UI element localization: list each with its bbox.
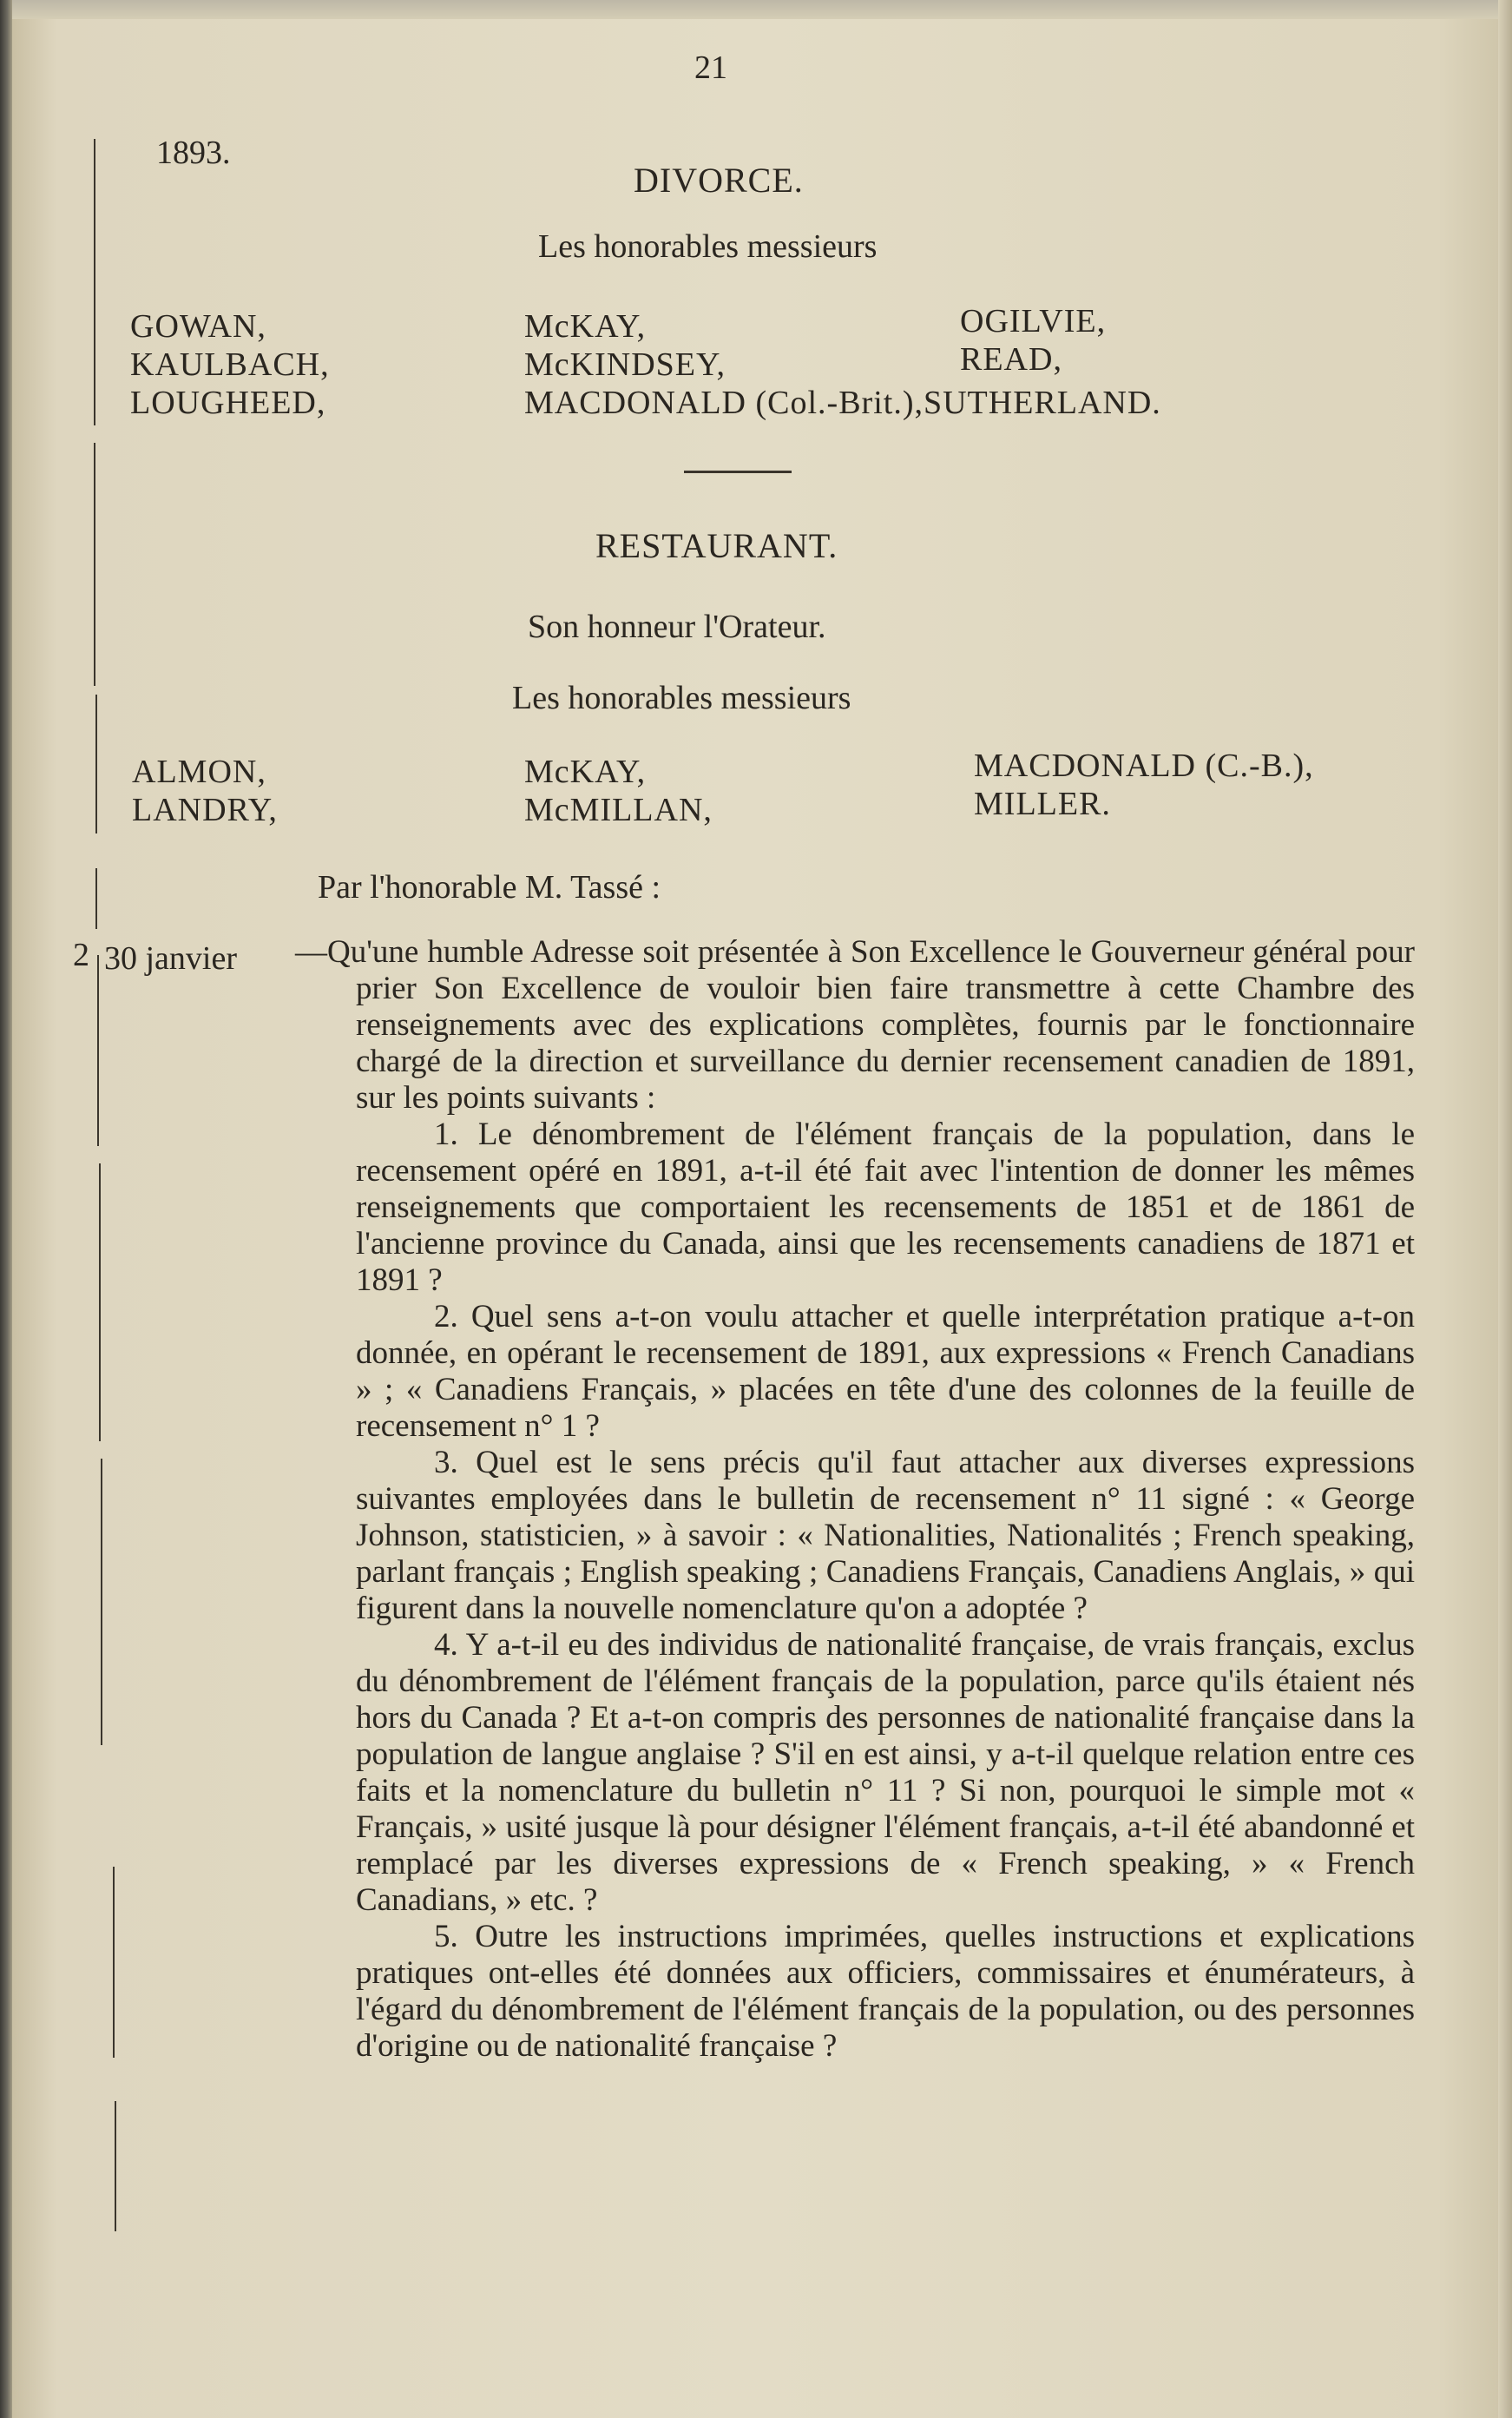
member-name: McKINDSEY,	[524, 346, 726, 383]
restaurant-subtitle: Les honorables messieurs	[512, 680, 851, 716]
page-top-edge	[12, 0, 1498, 19]
entry-number: 2	[73, 937, 89, 973]
book-spine	[0, 0, 12, 2418]
margin-line	[99, 1163, 101, 1441]
member-name: McMILLAN,	[524, 792, 713, 828]
page-right-edge	[1498, 0, 1512, 2418]
member-name: LOUGHEED,	[130, 385, 326, 421]
margin-line	[95, 868, 97, 929]
motion-intro: —Qu'une humble Adresse soit présentée à Son Excellence le Gouverneur général pour prier Son Excellence de vouloir bien faire transmettre à cette Chambre des renseignements avec des explications complètes, fournis par le fonctionnaire chargé de la direction et surveillance du dernier recensement canadien de 1891, sur les points suivants :	[295, 934, 1415, 1116]
section-heading-restaurant: RESTAURANT.	[595, 526, 838, 565]
motion-by-line: Par l'honorable M. Tassé :	[318, 869, 661, 906]
margin-line	[101, 1459, 102, 1745]
margin-line	[95, 695, 97, 833]
divorce-subtitle: Les honorables messieurs	[538, 228, 878, 265]
motion-item: 5. Outre les instructions imprimées, quelles instructions et explications pratiques ont-elles été données aux officiers, commissaires et énumérateurs, à l'égard du dénombrement de l'élément français de la population, ou des personnes d'origine ou de nationalité française ?	[356, 1919, 1415, 2064]
motion-item: 1. Le dénombrement de l'élément français de la population, dans le recensement opéré en 1891, a-t-il été fait avec l'intention de donner les mêmes renseignements que comportaient les recensements de 1851 et de 1861 de l'ancienne province du Canada, ainsi que les recensements canadiens de 1871 et 1891 ?	[356, 1117, 1415, 1298]
motion-item: 4. Y a-t-il eu des individus de nationalité française, de vrais français, exclus du dénombrement de l'élément français de la population, parce qu'ils étaient nés hors du Canada ? Et a-t-on compris des personnes de nationalité française dans la population de langue anglaise ? S'il en est ainsi, y a-t-il quelque relation entre ces faits et la nomenclature du bulletin n° 11 ? Si non, pourquoi le simple mot « Français, » usité jusque là pour désigner l'élément français, a-t-il été abandonné et remplacé par les diverses expressions de « French speaking, » « French Canadians, » etc. ?	[356, 1627, 1415, 1918]
member-name: KAULBACH,	[130, 346, 330, 383]
member-name: MILLER.	[974, 786, 1111, 822]
section-heading-divorce: DIVORCE.	[634, 161, 804, 200]
member-name: MACDONALD (Col.-Brit.),SUTHERLAND.	[524, 385, 1161, 421]
divorce-members-col3	[960, 302, 1106, 379]
margin-line	[113, 1867, 115, 2058]
year: 1893.	[156, 135, 231, 171]
motion-item: 2. Quel sens a-t-on voulu attacher et quelle interprétation pratique a-t-on donnée, en opérant le recensement de 1891, aux expressions « French Canadians » ; « Canadiens Français, » placées en tête d'une des colonnes de la feuille de recensement n° 1 ?	[356, 1299, 1415, 1444]
entry-date: 30 janvier	[104, 940, 238, 977]
member-name: McKAY,	[524, 754, 647, 790]
restaurant-members-col3	[974, 747, 1314, 823]
member-name: McKAY,	[524, 308, 647, 345]
margin-line	[94, 139, 95, 425]
margin-line	[97, 955, 99, 1146]
restaurant-members-col2	[524, 753, 713, 829]
member-name: READ,	[960, 341, 1062, 378]
motion-item: 3. Quel est le sens précis qu'il faut attacher aux diverses expressions suivantes employées dans le bulletin de recensement n° 11 signé : « George Johnson, statisticien, » à savoir : « Nationalities, Nationalités ; French speaking, parlant français ; English speaking ; Canadiens Français, Canadiens Anglais, » qui figurent dans la nouvelle nomenclature qu'on a adoptée ?	[356, 1445, 1415, 1626]
section-divider	[684, 471, 792, 473]
member-name: GOWAN,	[130, 308, 266, 345]
margin-line	[94, 443, 95, 686]
member-name: LANDRY,	[132, 792, 278, 828]
margin-line	[115, 2101, 116, 2231]
member-name: ALMON,	[132, 754, 266, 790]
speaker-line: Son honneur l'Orateur.	[528, 609, 826, 645]
motion-text	[295, 934, 1415, 2065]
page-number: 21	[694, 49, 727, 86]
member-name: OGILVIE,	[960, 303, 1107, 339]
member-name: MACDONALD (C.-B.),	[974, 748, 1314, 784]
restaurant-members-col1	[132, 753, 278, 829]
divorce-members-col1	[130, 307, 330, 422]
